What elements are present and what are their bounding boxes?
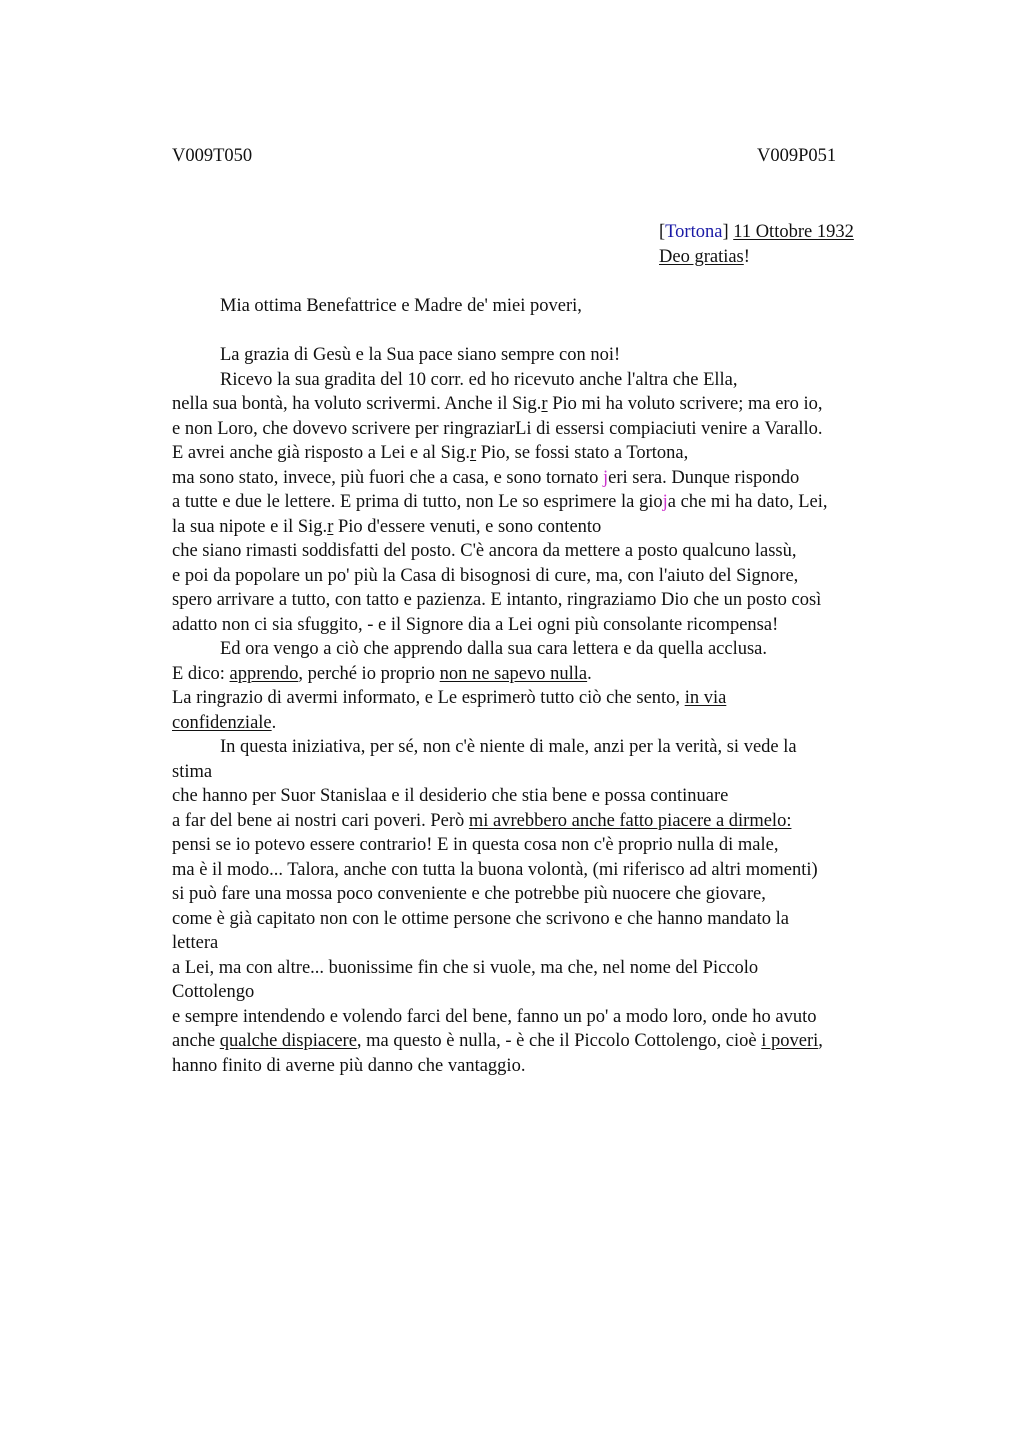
text-line: Cottolengo xyxy=(172,982,255,1002)
text-line: a tutte e due le lettere. E prima di tutto, non Le so esprimere la gioja che mi ha dato, Lei, xyxy=(172,492,828,512)
text-line: che hanno per Suor Stanislaa e il desiderio che stia bene e possa continuare xyxy=(172,786,729,806)
text-line: In questa iniziativa, per sé, non c'è niente di male, anzi per la verità, si vede la xyxy=(220,737,797,757)
text-line: La grazia di Gesù e la Sua pace siano sempre con noi! xyxy=(220,345,621,365)
letter-date: 11 Ottobre 1932 xyxy=(733,222,854,242)
text-line: ma è il modo... Talora, anche con tutta la buona volontà, (mi riferisco ad altri momenti) xyxy=(172,859,818,880)
text-line: stima xyxy=(172,761,213,782)
letter-body xyxy=(172,294,912,1078)
deo-gratias-line: Deo gratias! xyxy=(659,246,750,267)
text-line: spero arrivare a tutto, con tatto e pazienza. E intanto, ringraziamo Dio che un posto così xyxy=(172,590,822,610)
text-line: pensi se io potevo essere contrario! E in questa cosa non c'è proprio nulla di male, xyxy=(172,835,779,855)
text-line: hanno finito di averne più danno che vantaggio. xyxy=(172,1055,526,1076)
text-line: Ed ora vengo a ciò che apprendo dalla sua cara lettera e da quella acclusa. xyxy=(220,639,768,659)
text-line: La ringrazio di avermi informato, e Le esprimerò tutto ciò che sento, in via xyxy=(172,688,727,708)
text-line: la sua nipote e il Sig.r Pio d'essere venuti, e sono contento xyxy=(172,516,602,537)
text-line: E avrei anche già risposto a Lei e al Sig.r Pio, se fossi stato a Tortona, xyxy=(172,443,689,463)
place-name: Tortona xyxy=(665,222,723,242)
text-line: confidenziale. xyxy=(172,712,277,733)
spacer xyxy=(172,319,912,344)
text-line: che siano rimasti soddisfatti del posto. C'è ancora da mettere a posto qualcuno lassù, xyxy=(172,541,797,561)
text-line: anche qualche dispiacere, ma questo è nulla, - è che il Piccolo Cottolengo, cioè i poveri, xyxy=(172,1031,823,1051)
reference-code-left: V009T050 xyxy=(172,146,253,166)
text-line: si può fare una mossa poco conveniente e che potrebbe più nuocere che giovare, xyxy=(172,884,766,904)
dateline xyxy=(659,220,854,269)
highlighted-letter: j xyxy=(603,467,609,488)
reference-code-right: V009P051 xyxy=(757,146,837,166)
text-line: e poi da popolare un po' più la Casa di bisognosi di cure, ma, con l'aiuto del Signore, xyxy=(172,565,799,586)
text-line: adatto non ci sia sfuggito, - e il Signore dia a Lei ogni più consolante ricompensa! xyxy=(172,614,779,635)
text-line: come è già capitato non con le ottime persone che scrivono e che hanno mandato la xyxy=(172,908,789,929)
text-line: ma sono stato, invece, più fuori che a casa, e sono tornato jeri sera. Dunque rispondo xyxy=(172,467,800,488)
text-line: Ricevo la sua gradita del 10 corr. ed ho ricevuto anche l'altra che Ella, xyxy=(220,369,738,390)
deo-gratias: Deo gratias xyxy=(659,246,744,267)
text-line: a far del bene ai nostri cari poveri. Però mi avrebbero anche fatto piacere a dirmelo: xyxy=(172,810,792,831)
text-line: lettera xyxy=(172,933,219,953)
text-line: E dico: apprendo, perché io proprio non ne sapevo nulla. xyxy=(172,663,592,684)
place-date-line: [Tortona] 11 Ottobre 1932 xyxy=(659,222,854,242)
text-line: e sempre intendendo e volendo farci del bene, fanno un po' a modo loro, onde ho avuto xyxy=(172,1006,817,1027)
salutation: Mia ottima Benefattrice e Madre de' miei poveri, xyxy=(220,296,582,316)
text-line: nella sua bontà, ha voluto scrivermi. Anche il Sig.r Pio mi ha voluto scrivere; ma ero io, xyxy=(172,394,823,414)
text-line: a Lei, ma con altre... buonissime fin che si vuole, ma che, nel nome del Piccolo xyxy=(172,957,759,978)
highlighted-letter: j xyxy=(662,492,668,512)
text-line: e non Loro, che dovevo scrivere per ringraziarLi di essersi compiaciuti venire a Varallo. xyxy=(172,418,823,439)
